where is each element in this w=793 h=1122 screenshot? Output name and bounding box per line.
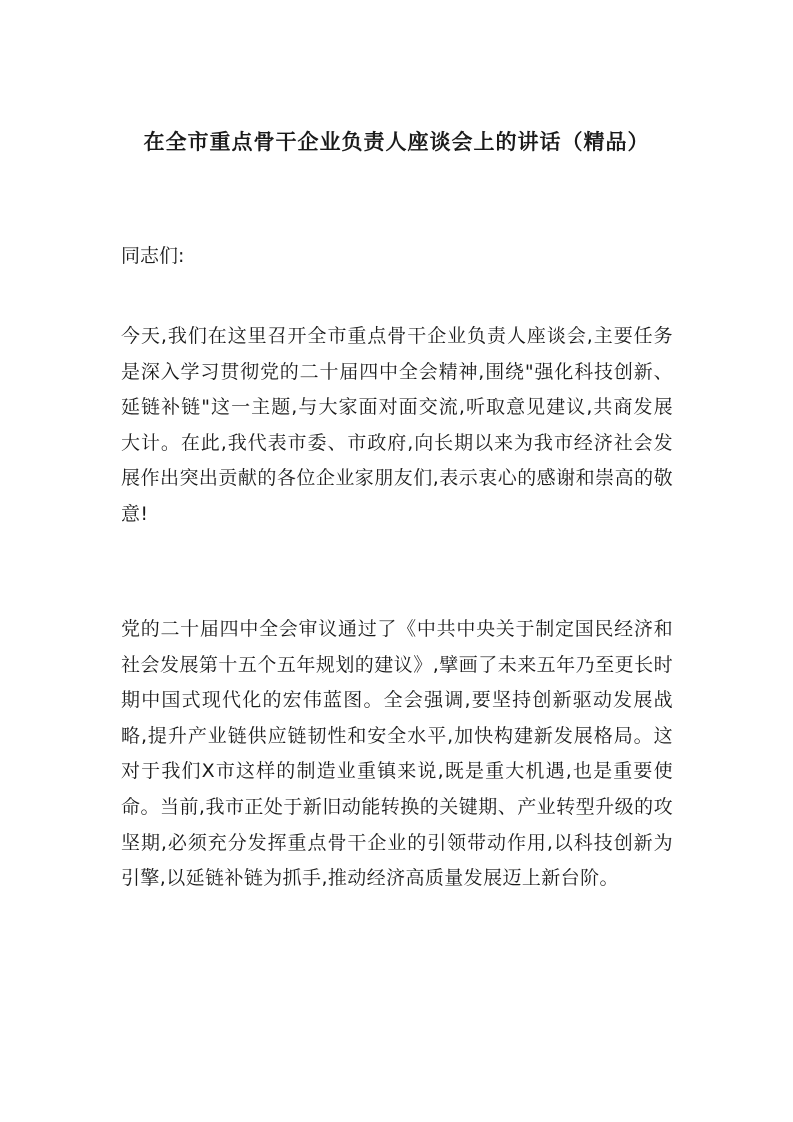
paragraph-2: 党的二十届四中全会审议通过了《中共中央关于制定国民经济和社会发展第十五个五年规划的建议》,擘画了未来五年乃至更长时期中国式现代化的宏伟蓝图。全会强调,要坚持创新驱动发展战略,提升产业链供应链韧性和安全水平,加快构建新发展格局。这对于我们X市这样的制造业重镇来说,既是重大机遇,也是重要使命。当前,我市正处于新旧动能转换的关键期、产业转型升级的攻坚期,必须充分发挥重点骨干企业的引领带动作用,以科技创新为引擎,以延链补链为抓手,推动经济高质量发展迈上新台阶。 [121,618,673,890]
salutation: 同志们: [121,245,185,267]
paragraph-1: 今天,我们在这里召开全市重点骨干企业负责人座谈会,主要任务是深入学习贯彻党的二十届四中全会精神,围绕"强化科技创新、延链补链"这一主题,与大家面对面交流,听取意见建议,共商发展大计。在此,我代表市委、市政府,向长期以来为我市经济社会发展作出突出贡献的各位企业家朋友们,表示衷心的感谢和崇高的敬意! [121,325,673,525]
document-title: 在全市重点骨干企业负责人座谈会上的讲话（精品） [143,130,650,154]
